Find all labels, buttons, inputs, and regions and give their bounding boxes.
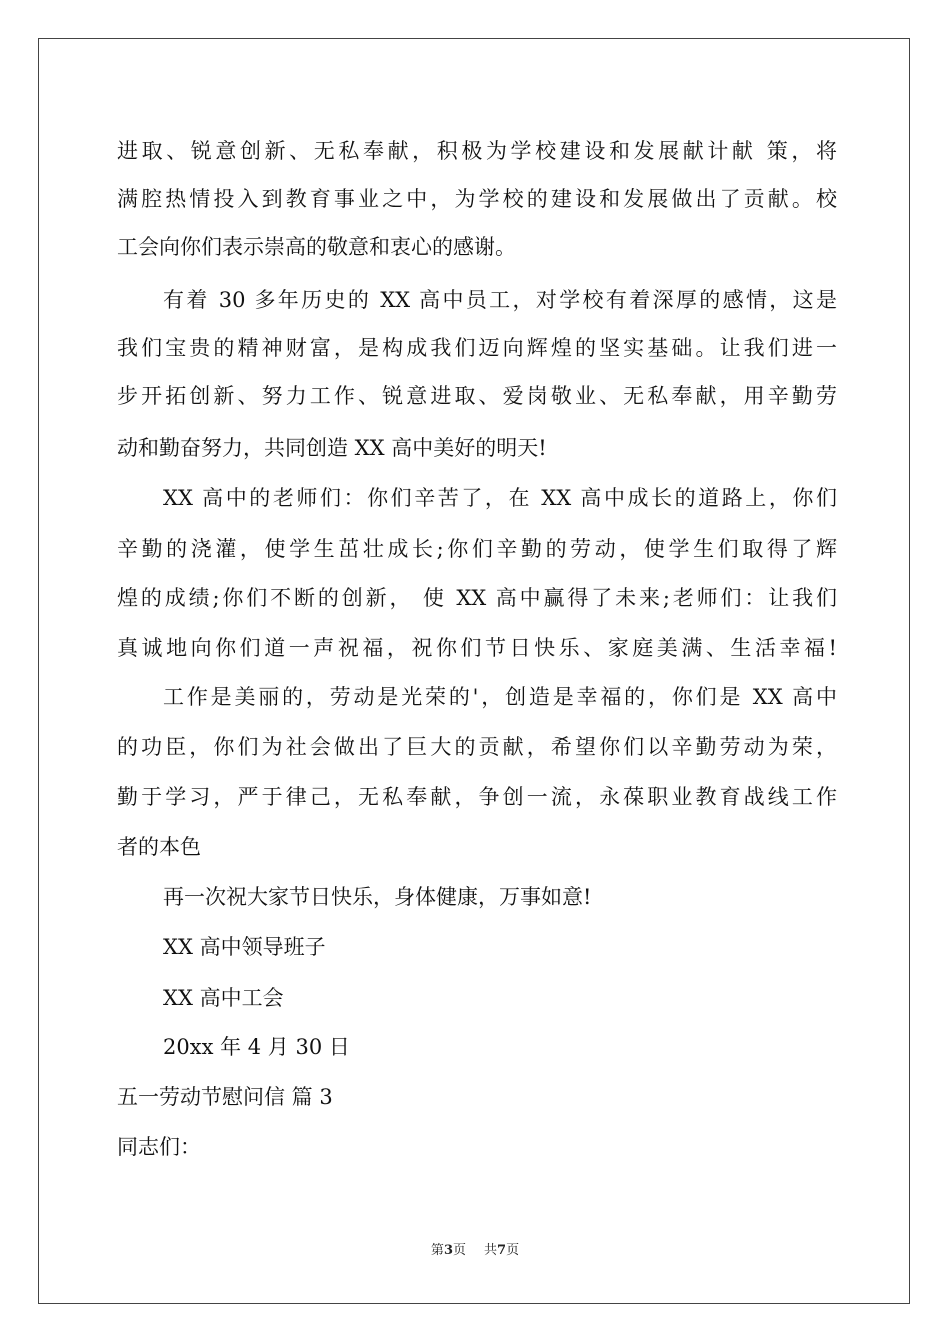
- paragraph-4-line-3: 勤于学习，严于律己，无私奉献，争创一流，永葆职业教育战线工作: [117, 785, 837, 809]
- signature-union: XX 高中工会: [163, 986, 284, 1010]
- paragraph-4-line-2: 的功臣，你们为社会做出了巨大的贡献，希望你们以辛勤劳动为荣，: [117, 735, 837, 759]
- footer-total-prefix: 共: [484, 1243, 498, 1258]
- footer-page-suffix: 页: [452, 1243, 466, 1258]
- section-title: 五一劳动节慰问信 篇 3: [117, 1085, 333, 1109]
- paragraph-4-line-4: 者的本色: [117, 835, 201, 859]
- page-footer: [0, 1242, 950, 1260]
- closing-wish: 再一次祝大家节日快乐，身体健康，万事如意!: [163, 885, 592, 909]
- paragraph-4-line-1: 工作是美丽的，劳动是光荣的'，创造是幸福的，你们是 XX 高中: [163, 685, 837, 709]
- paragraph-1-line-1: 进取、锐意创新、无私奉献，积极为学校建设和发展献计献 策，将: [117, 139, 837, 163]
- footer-page-current: 3: [443, 1243, 453, 1258]
- letter-date: 20xx 年 4 月 30 日: [163, 1035, 350, 1059]
- paragraph-2-line-3: 步开拓创新、努力工作、锐意进取、爱岗敬业、无私奉献，用辛勤劳: [117, 384, 837, 408]
- paragraph-2-line-4: 动和勤奋努力，共同创造 XX 高中美好的明天!: [117, 436, 547, 460]
- salutation: 同志们：: [117, 1135, 201, 1159]
- page-border: [38, 38, 910, 1304]
- paragraph-1-line-2: 满腔热情投入到教育事业之中，为学校的建设和发展做出了贡献。校: [117, 187, 837, 211]
- signature-leadership: XX 高中领导班子: [163, 935, 326, 959]
- footer-total-suffix: 页: [506, 1243, 520, 1258]
- paragraph-3-line-1: XX 高中的老师们：你们辛苦了，在 XX 高中成长的道路上，你们: [163, 486, 837, 510]
- paragraph-2-line-1: 有着 30 多年历史的 XX 高中员工，对学校有着深厚的感情，这是: [163, 288, 837, 312]
- paragraph-1-line-3: 工会向你们表示崇高的敬意和衷心的感谢。: [117, 235, 516, 259]
- footer-total-pages: 7: [497, 1243, 507, 1258]
- paragraph-3-line-3: 煌的成绩;你们不断的创新， 使 XX 高中赢得了未来;老师们：让我们: [117, 586, 837, 610]
- paragraph-3-line-2: 辛勤的浇灌，使学生茁壮成长;你们辛勤的劳动，使学生们取得了辉: [117, 537, 837, 561]
- footer-page-prefix: 第: [430, 1243, 444, 1258]
- paragraph-2-line-2: 我们宝贵的精神财富，是构成我们迈向辉煌的坚实基础。让我们进一: [117, 336, 837, 360]
- paragraph-3-line-4: 真诚地向你们道一声祝福，祝你们节日快乐、家庭美满、生活幸福!: [117, 636, 837, 660]
